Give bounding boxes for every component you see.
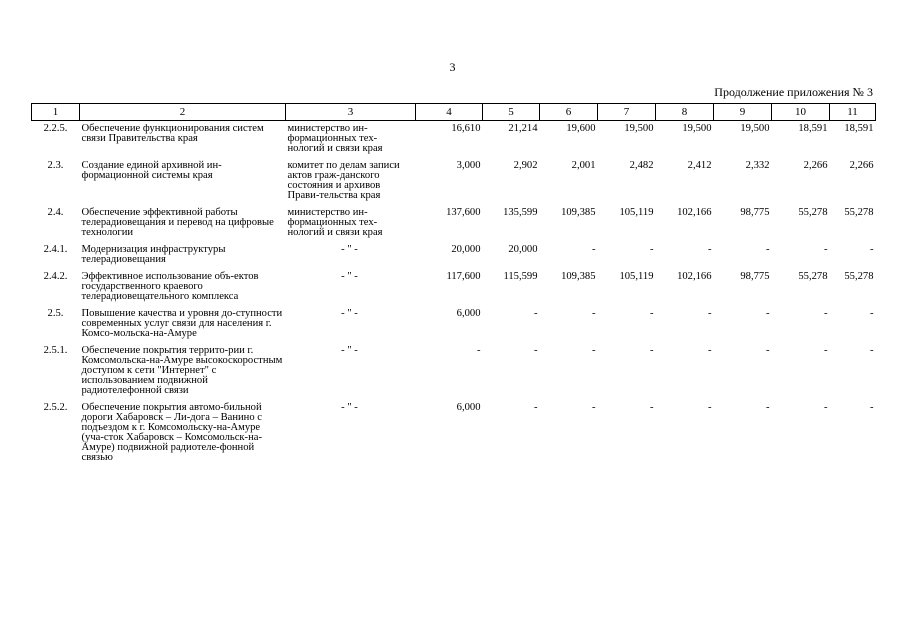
value-cell: - — [591, 402, 596, 413]
row-name: Эффективное использование объ-ектов государственного краевого телерадиовещательного комплекса — [81, 271, 259, 302]
header-cell: 5 — [483, 104, 540, 121]
value-cell: 2,266 — [803, 160, 828, 171]
row-name: Обеспечение покрытия террито-рии г. Комсомольска-на-Амуре высокоскоростным доступом к сети "Интернет" с использованием подвижной радиотелефонной связи — [81, 345, 283, 396]
value-cell: 55,278 — [844, 271, 874, 282]
value-cell: 109,385 — [561, 207, 596, 218]
value-cell: - — [649, 402, 654, 413]
value-cell: - — [707, 345, 712, 356]
row-name: Обеспечение покрытия автомо-бильной дороги Хабаровск – Ли-дога – Ванино с подъездом к г. Комсомольску-на-Амуре (уча-сток Хабаровск – Комсомольск-на-Амуре) подвижной радиотеле-фонной связью — [81, 402, 262, 463]
value-cell: - — [765, 402, 770, 413]
value-cell: 2,332 — [745, 160, 770, 171]
value-cell: - — [707, 308, 712, 319]
value-cell: - — [765, 345, 770, 356]
value-cell: 20,000 — [451, 244, 481, 255]
value-cell: - — [765, 244, 770, 255]
value-cell: - — [869, 244, 874, 255]
value-cell: 18,591 — [844, 123, 874, 134]
table-header — [32, 104, 876, 121]
header-cell: 3 — [286, 104, 416, 121]
row-executor: - " - — [341, 308, 358, 319]
table-row — [32, 121, 876, 159]
value-cell: 135,599 — [503, 207, 538, 218]
row-executor: - " - — [341, 345, 358, 356]
page-number: 3 — [449, 60, 456, 74]
row-code: 2.2.5. — [43, 123, 68, 134]
continuation-label: Продолжение приложения № 3 — [714, 85, 873, 99]
table-row — [32, 158, 876, 205]
value-cell: - — [707, 244, 712, 255]
value-cell: 102,166 — [677, 207, 712, 218]
row-executor: министерство ин-формационных тех-нологий и связи края — [287, 207, 383, 238]
header-cell: 4 — [416, 104, 483, 121]
value-cell: - — [707, 402, 712, 413]
header-cell: 9 — [714, 104, 772, 121]
table-row — [32, 343, 876, 400]
value-cell: - — [476, 345, 481, 356]
row-code: 2.3. — [47, 160, 64, 171]
value-cell: 3,000 — [456, 160, 481, 171]
row-name: Обеспечение функционирования систем связи Правительства края — [81, 123, 264, 144]
value-cell: - — [591, 244, 596, 255]
value-cell: 19,500 — [624, 123, 654, 134]
value-cell: - — [823, 308, 828, 319]
value-cell: - — [533, 402, 538, 413]
row-executor: - " - — [341, 271, 358, 282]
value-cell: 19,600 — [566, 123, 596, 134]
table-row — [32, 242, 876, 269]
header-cell: 6 — [540, 104, 598, 121]
row-name: Создание единой архивной ин-формационной системы края — [81, 160, 222, 181]
header-cell: 2 — [80, 104, 286, 121]
value-cell: 105,119 — [619, 207, 654, 218]
row-name: Обеспечение эффективной работы телерадиовещания и перевод на цифровые технологии — [81, 207, 274, 238]
value-cell: 102,166 — [677, 271, 712, 282]
value-cell: 105,119 — [619, 271, 654, 282]
value-cell: 117,600 — [446, 271, 481, 282]
header-cell: 8 — [656, 104, 714, 121]
value-cell: - — [765, 308, 770, 319]
row-code: 2.5.2. — [43, 402, 68, 413]
value-cell: 20,000 — [508, 244, 538, 255]
value-cell: - — [823, 402, 828, 413]
value-cell: 98,775 — [740, 207, 770, 218]
value-cell: 6,000 — [456, 308, 481, 319]
value-cell: 19,500 — [740, 123, 770, 134]
value-cell: 137,600 — [446, 207, 481, 218]
value-cell: 19,500 — [682, 123, 712, 134]
header-cell: 7 — [598, 104, 656, 121]
appendix-table — [31, 103, 876, 467]
row-code: 2.5. — [47, 308, 64, 319]
value-cell: 115,599 — [503, 271, 538, 282]
value-cell: - — [823, 244, 828, 255]
table-row — [32, 400, 876, 467]
row-executor: - " - — [341, 244, 358, 255]
value-cell: 2,902 — [513, 160, 538, 171]
value-cell: - — [649, 244, 654, 255]
value-cell: - — [869, 345, 874, 356]
value-cell: 2,266 — [849, 160, 874, 171]
table-row — [32, 205, 876, 242]
value-cell: 2,482 — [629, 160, 654, 171]
value-cell: 18,591 — [798, 123, 828, 134]
row-code: 2.4. — [47, 207, 64, 218]
value-cell: - — [591, 345, 596, 356]
value-cell: 55,278 — [798, 271, 828, 282]
row-code: 2.5.1. — [43, 345, 68, 356]
value-cell: 6,000 — [456, 402, 481, 413]
value-cell: - — [533, 345, 538, 356]
value-cell: - — [591, 308, 596, 319]
row-code: 2.4.1. — [43, 244, 68, 255]
table-row — [32, 306, 876, 343]
value-cell: - — [533, 308, 538, 319]
table-row — [32, 269, 876, 306]
value-cell: 21,214 — [508, 123, 538, 134]
value-cell: - — [649, 308, 654, 319]
row-executor: - " - — [341, 402, 358, 413]
value-cell: - — [649, 345, 654, 356]
header-cell: 11 — [830, 104, 876, 121]
row-name: Модернизация инфраструктуры телерадиовещания — [81, 244, 226, 265]
row-name: Повышение качества и уровня до-ступности современных услуг связи для населения г. Комсо-мольска-на-Амуре — [81, 308, 283, 339]
row-code: 2.4.2. — [43, 271, 68, 282]
value-cell: 98,775 — [740, 271, 770, 282]
value-cell: - — [869, 402, 874, 413]
header-cell: 10 — [772, 104, 830, 121]
value-cell: 109,385 — [561, 271, 596, 282]
header-cell: 1 — [32, 104, 80, 121]
value-cell: - — [823, 345, 828, 356]
value-cell: 2,412 — [687, 160, 712, 171]
value-cell: 55,278 — [798, 207, 828, 218]
value-cell: 2,001 — [571, 160, 596, 171]
value-cell: 16,610 — [451, 123, 481, 134]
value-cell: 55,278 — [844, 207, 874, 218]
row-executor: комитет по делам записи актов граж-данского состояния и архивов Прави-тельства края — [287, 160, 400, 201]
value-cell: - — [869, 308, 874, 319]
row-executor: министерство ин-формационных тех-нологий и связи края — [287, 123, 383, 154]
